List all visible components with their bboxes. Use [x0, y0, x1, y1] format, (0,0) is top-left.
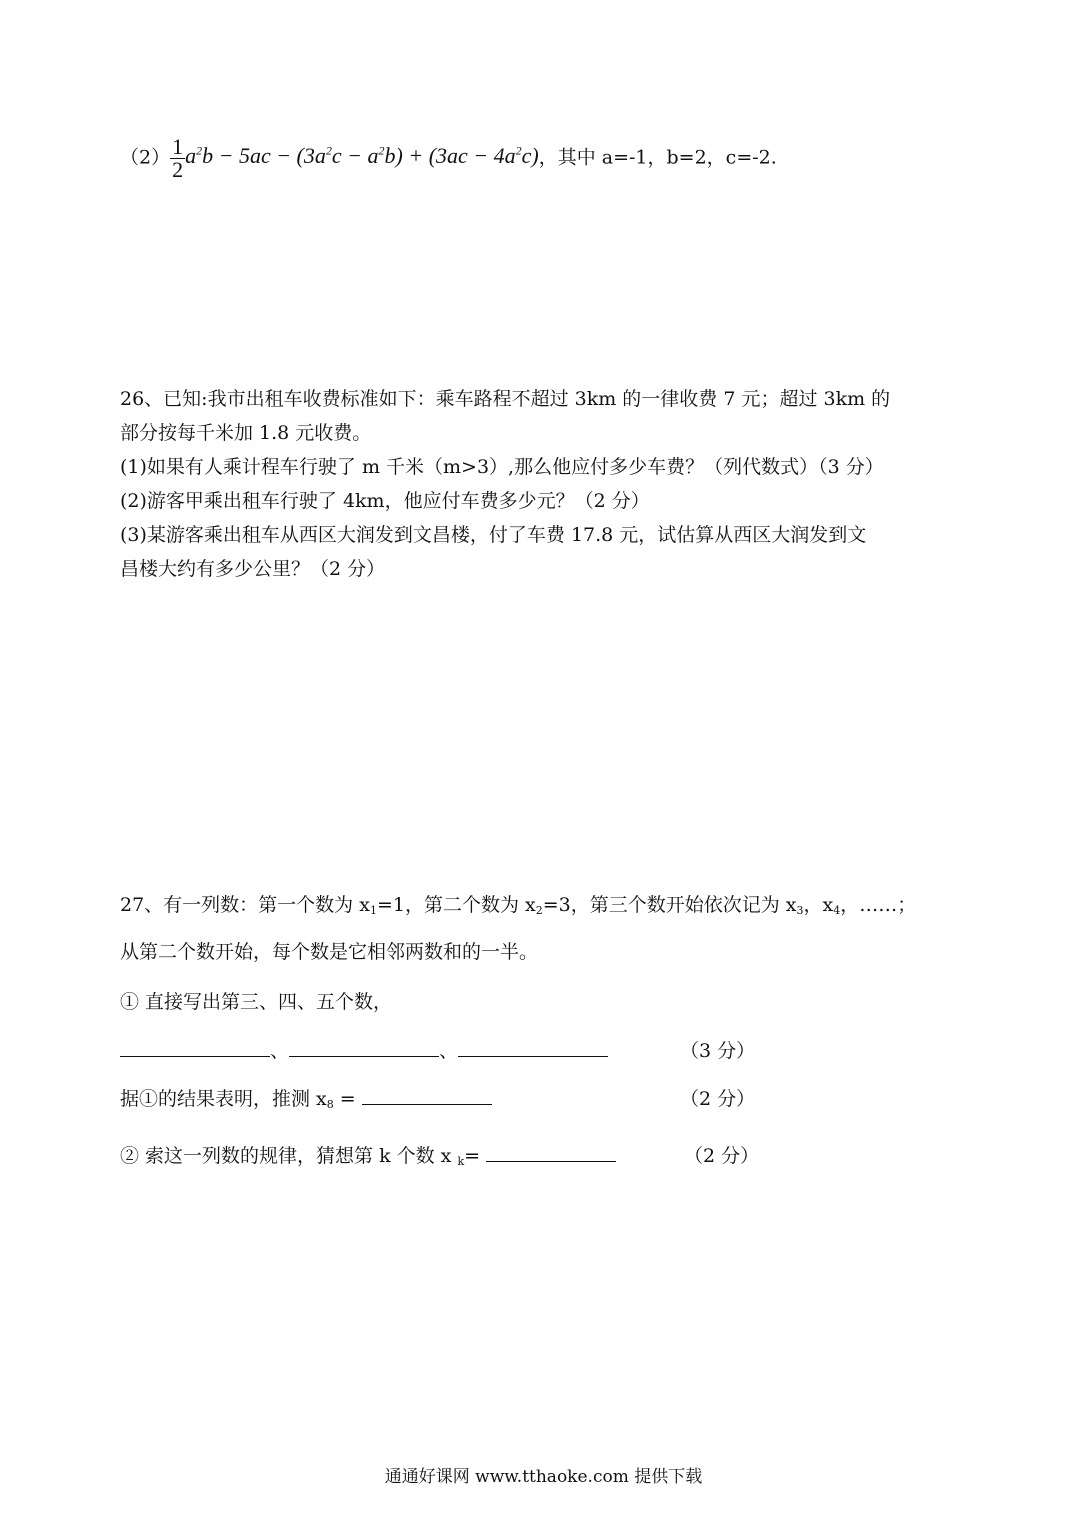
q27-score-1: （3 分） [680, 1040, 756, 1062]
answer-blank-fifth[interactable] [458, 1034, 608, 1057]
fraction-one-half [170, 133, 185, 182]
answer-blank-x8[interactable] [362, 1082, 492, 1105]
q26-part2: (2)游客甲乘出租车行驶了 4km，他应付车费多少元？（2 分） [120, 490, 650, 512]
q27-item2: ② 索这一列数的规律，猜想第 k 个数 x k= [120, 1139, 616, 1179]
q27-line1: 27、有一列数：第一个数为 x1=1，第二个数为 x2=3，第三个数开始依次记为 x3，x4，……； [120, 894, 917, 917]
q26-part3: (3)某游客乘出租车从西区大润发到文昌楼，付了车费 17.8 元，试估算从西区大润发到文 [120, 524, 867, 546]
answer-blank-third[interactable] [120, 1034, 270, 1057]
q27-item1: ① 直接写出第三、四、五个数， [120, 991, 393, 1013]
fraction-numerator: 1 [172, 133, 184, 159]
q25-condition: ，其中 a=-1，b=2，c=-2. [538, 146, 777, 169]
q27-score-2: （2 分） [680, 1088, 756, 1110]
q26-line2: 部分按每千米加 1.8 元收费。 [120, 422, 372, 444]
q27-line2: 从第二个数开始，每个数是它相邻两数和的一半。 [120, 941, 539, 963]
q26-part3-cont: 昌楼大约有多少公里？（2 分） [120, 558, 386, 580]
fraction-denominator: 2 [172, 156, 184, 182]
algebraic-expression: $a^2b - 5ac - (3a^2c - a^2b) + (3ac - 4a^2c)$ [185, 143, 539, 169]
q26-part1: (1)如果有人乘计程车行驶了 m 千米（m>3）,那么他应付多少车费？（列代数式）（3 分） [120, 456, 884, 478]
answer-blank-fourth[interactable] [289, 1034, 439, 1057]
q25-part2-label: （2） [120, 146, 171, 169]
q25-part2 [120, 128, 777, 181]
q27-infer: 据①的结果表明，推测 x8 = [120, 1082, 492, 1122]
q26-line1: 26、已知:我市出租车收费标准如下：乘车路程不超过 3km 的一律收费 7 元；超过 3km 的 [120, 388, 891, 410]
q27-answer-row-1: 、 、 [120, 1034, 608, 1068]
page-footer: 通通好课网 www.tthaoke.com 提供下载 [384, 1467, 703, 1487]
answer-blank-xk[interactable] [486, 1139, 616, 1162]
q27-score-3: （2 分） [684, 1145, 760, 1167]
